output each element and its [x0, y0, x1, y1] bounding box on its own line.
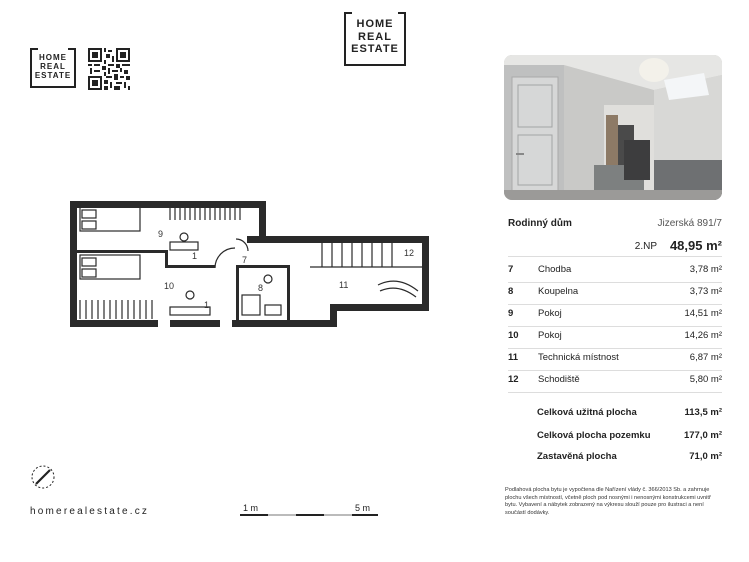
property-address: Jizerská 891/7	[657, 218, 722, 229]
room-label-7: 7	[242, 255, 248, 265]
room-number: 7	[508, 264, 514, 275]
property-header	[508, 218, 722, 234]
summary-row	[537, 430, 722, 444]
room-name: Pokoj	[538, 308, 562, 319]
summary-value: 71,0 m²	[689, 451, 722, 462]
room-label-12: 12	[404, 248, 415, 258]
room-area: 3,78 m²	[689, 264, 722, 275]
summary-label: Celková užitná plocha	[537, 407, 637, 418]
room-name: Technická místnost	[538, 352, 619, 363]
room-label-11: 11	[339, 280, 349, 290]
room-label-9: 9	[158, 229, 164, 239]
small-logo	[30, 48, 76, 88]
summary-row	[537, 451, 722, 465]
top-logo	[344, 12, 406, 66]
room-label-10: 10	[164, 281, 175, 291]
room-area: 6,87 m²	[689, 352, 722, 363]
logo-line: REAL	[40, 62, 66, 72]
room-name: Schodiště	[538, 374, 580, 385]
scale-bar	[240, 512, 380, 518]
room-number: 9	[508, 308, 514, 319]
room-number: 11	[508, 352, 519, 363]
room-area: 14,26 m²	[684, 330, 722, 341]
summary-value: 177,0 m²	[683, 430, 722, 441]
room-row	[508, 348, 722, 371]
room-number: 10	[508, 330, 519, 341]
north-compass-icon	[30, 464, 56, 490]
room-row	[508, 370, 722, 393]
floor-plan	[60, 195, 440, 335]
logo-line: HOME	[356, 18, 394, 30]
room-row	[508, 304, 722, 327]
logo-line: HOME	[39, 53, 67, 62]
scale-start-label: 1 m	[243, 503, 259, 513]
summary-label: Zastavěná plocha	[537, 451, 617, 462]
room-number: 12	[508, 374, 519, 385]
logo-line: REAL	[358, 30, 392, 43]
room-row	[508, 282, 722, 305]
floor-label: 2.NP	[634, 241, 657, 252]
room-area: 5,80 m²	[689, 374, 722, 385]
room-name: Koupelna	[538, 286, 579, 297]
floor-header	[508, 238, 722, 257]
property-type: Rodinný dům	[508, 218, 572, 229]
floor-area: 48,95 m²	[669, 238, 722, 253]
summary-row	[537, 407, 722, 421]
qr-code-icon[interactable]	[88, 48, 130, 90]
summary-value: 113,5 m²	[684, 407, 722, 418]
logo-line: ESTATE	[34, 71, 72, 81]
room-label-8: 8	[258, 283, 264, 293]
summary-label: Celková plocha pozemku	[537, 430, 651, 441]
room-area: 14,51 m²	[684, 308, 722, 319]
legal-note: Podlahová plocha bytu je vypočtena dle Nařízení vlády č. 366/2013 Sb. a zahrnuje plochu všech místností, včetně ploch pod nosnými i nenosnými konstrukcemi uvnitř bytu. Vybavení a nábytek zobrazený na výkresu slouží pouze pro ilustraci a není součástí dodávky.	[505, 487, 711, 516]
room-name: Pokoj	[538, 330, 562, 341]
room-number: 8	[508, 286, 514, 297]
logo-line: ESTATE	[351, 43, 399, 56]
room-row	[508, 326, 722, 349]
door-label: 1	[192, 251, 198, 261]
website-link[interactable]: homerealestate.cz	[30, 506, 150, 517]
room-area: 3,73 m²	[689, 286, 722, 297]
door-label: 1	[204, 300, 210, 310]
room-photo	[504, 55, 722, 200]
room-name: Chodba	[538, 264, 572, 275]
room-row	[508, 260, 722, 283]
scale-end-label: 5 m	[355, 503, 371, 513]
